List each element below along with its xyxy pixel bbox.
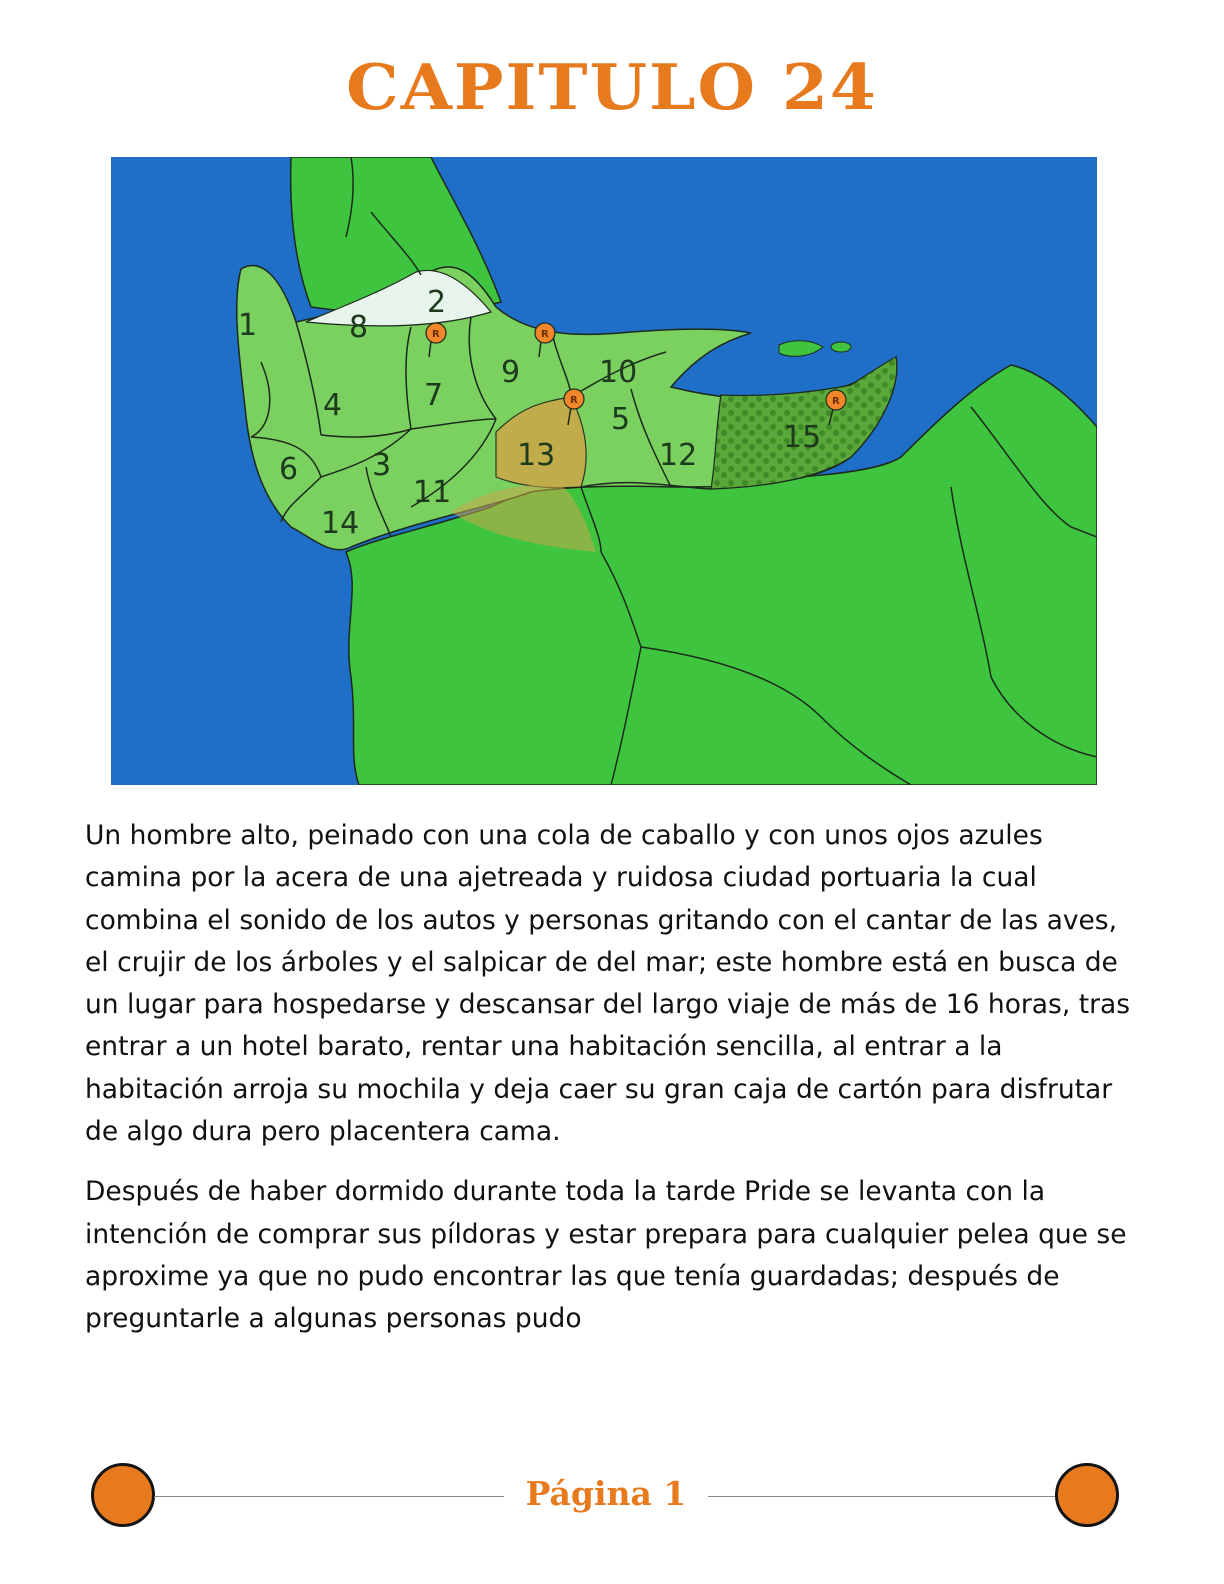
region-label-7: 7 [424,378,444,413]
region-label-14: 14 [321,506,360,541]
region-label-12: 12 [659,438,698,473]
region-label-15: 15 [783,420,822,455]
page-number: Página 1 [525,1474,687,1513]
region-label-11: 11 [413,475,452,510]
paragraph-2: Después de haber dormido durante toda la tarde Pride se levanta con la intención de comprar sus píldoras y estar prepara para cualquier pelea que se aproxime ya que no pudo encontrar las que tenía guardadas; después de preguntarle a algunas personas pudo [85,1176,1127,1335]
region-label-8: 8 [349,310,369,345]
paragraph-1: Un hombre alto, peinado con una cola de caballo y con unos ojos azules camina por la acera de una ajetreada y ruidosa ciudad portuaria la cual combina el sonido de los autos y personas gritando con el cantar de las aves, el crujir de los árboles y el salpicar de del mar; este hombre está en busca de un lugar para hospedarse y descansar del largo viaje de más de 16 horas, tras entrar a un hotel barato, rentar una habitación sencilla, al entrar a la habitación arroja su mochila y deja caer su gran caja de cartón para disfrutar de algo dura pero placentera cama. [85,820,1131,1148]
island-small [831,342,851,352]
region-label-1: 1 [238,308,258,343]
footer-circle-right [1055,1463,1119,1527]
svg-text:R: R [832,396,840,407]
chapter-body [85,815,1145,1359]
region-label-13: 13 [517,438,556,473]
svg-text:R: R [570,395,578,406]
footer-circle-left [91,1463,155,1527]
region-label-9: 9 [501,355,521,390]
region-label-3: 3 [372,448,392,483]
footer-rule-left [154,1496,504,1497]
region-label-4: 4 [323,388,343,423]
chapter-title: CAPITULO 24 [346,49,878,125]
region-label-5: 5 [611,402,631,437]
region-label-6: 6 [279,452,299,487]
region-label-2: 2 [427,285,447,320]
page-footer [0,1460,1224,1530]
svg-text:R: R [541,329,549,340]
footer-rule-right [708,1496,1058,1497]
region-label-10: 10 [599,355,638,390]
svg-text:R: R [432,329,440,340]
region-map [111,157,1097,785]
